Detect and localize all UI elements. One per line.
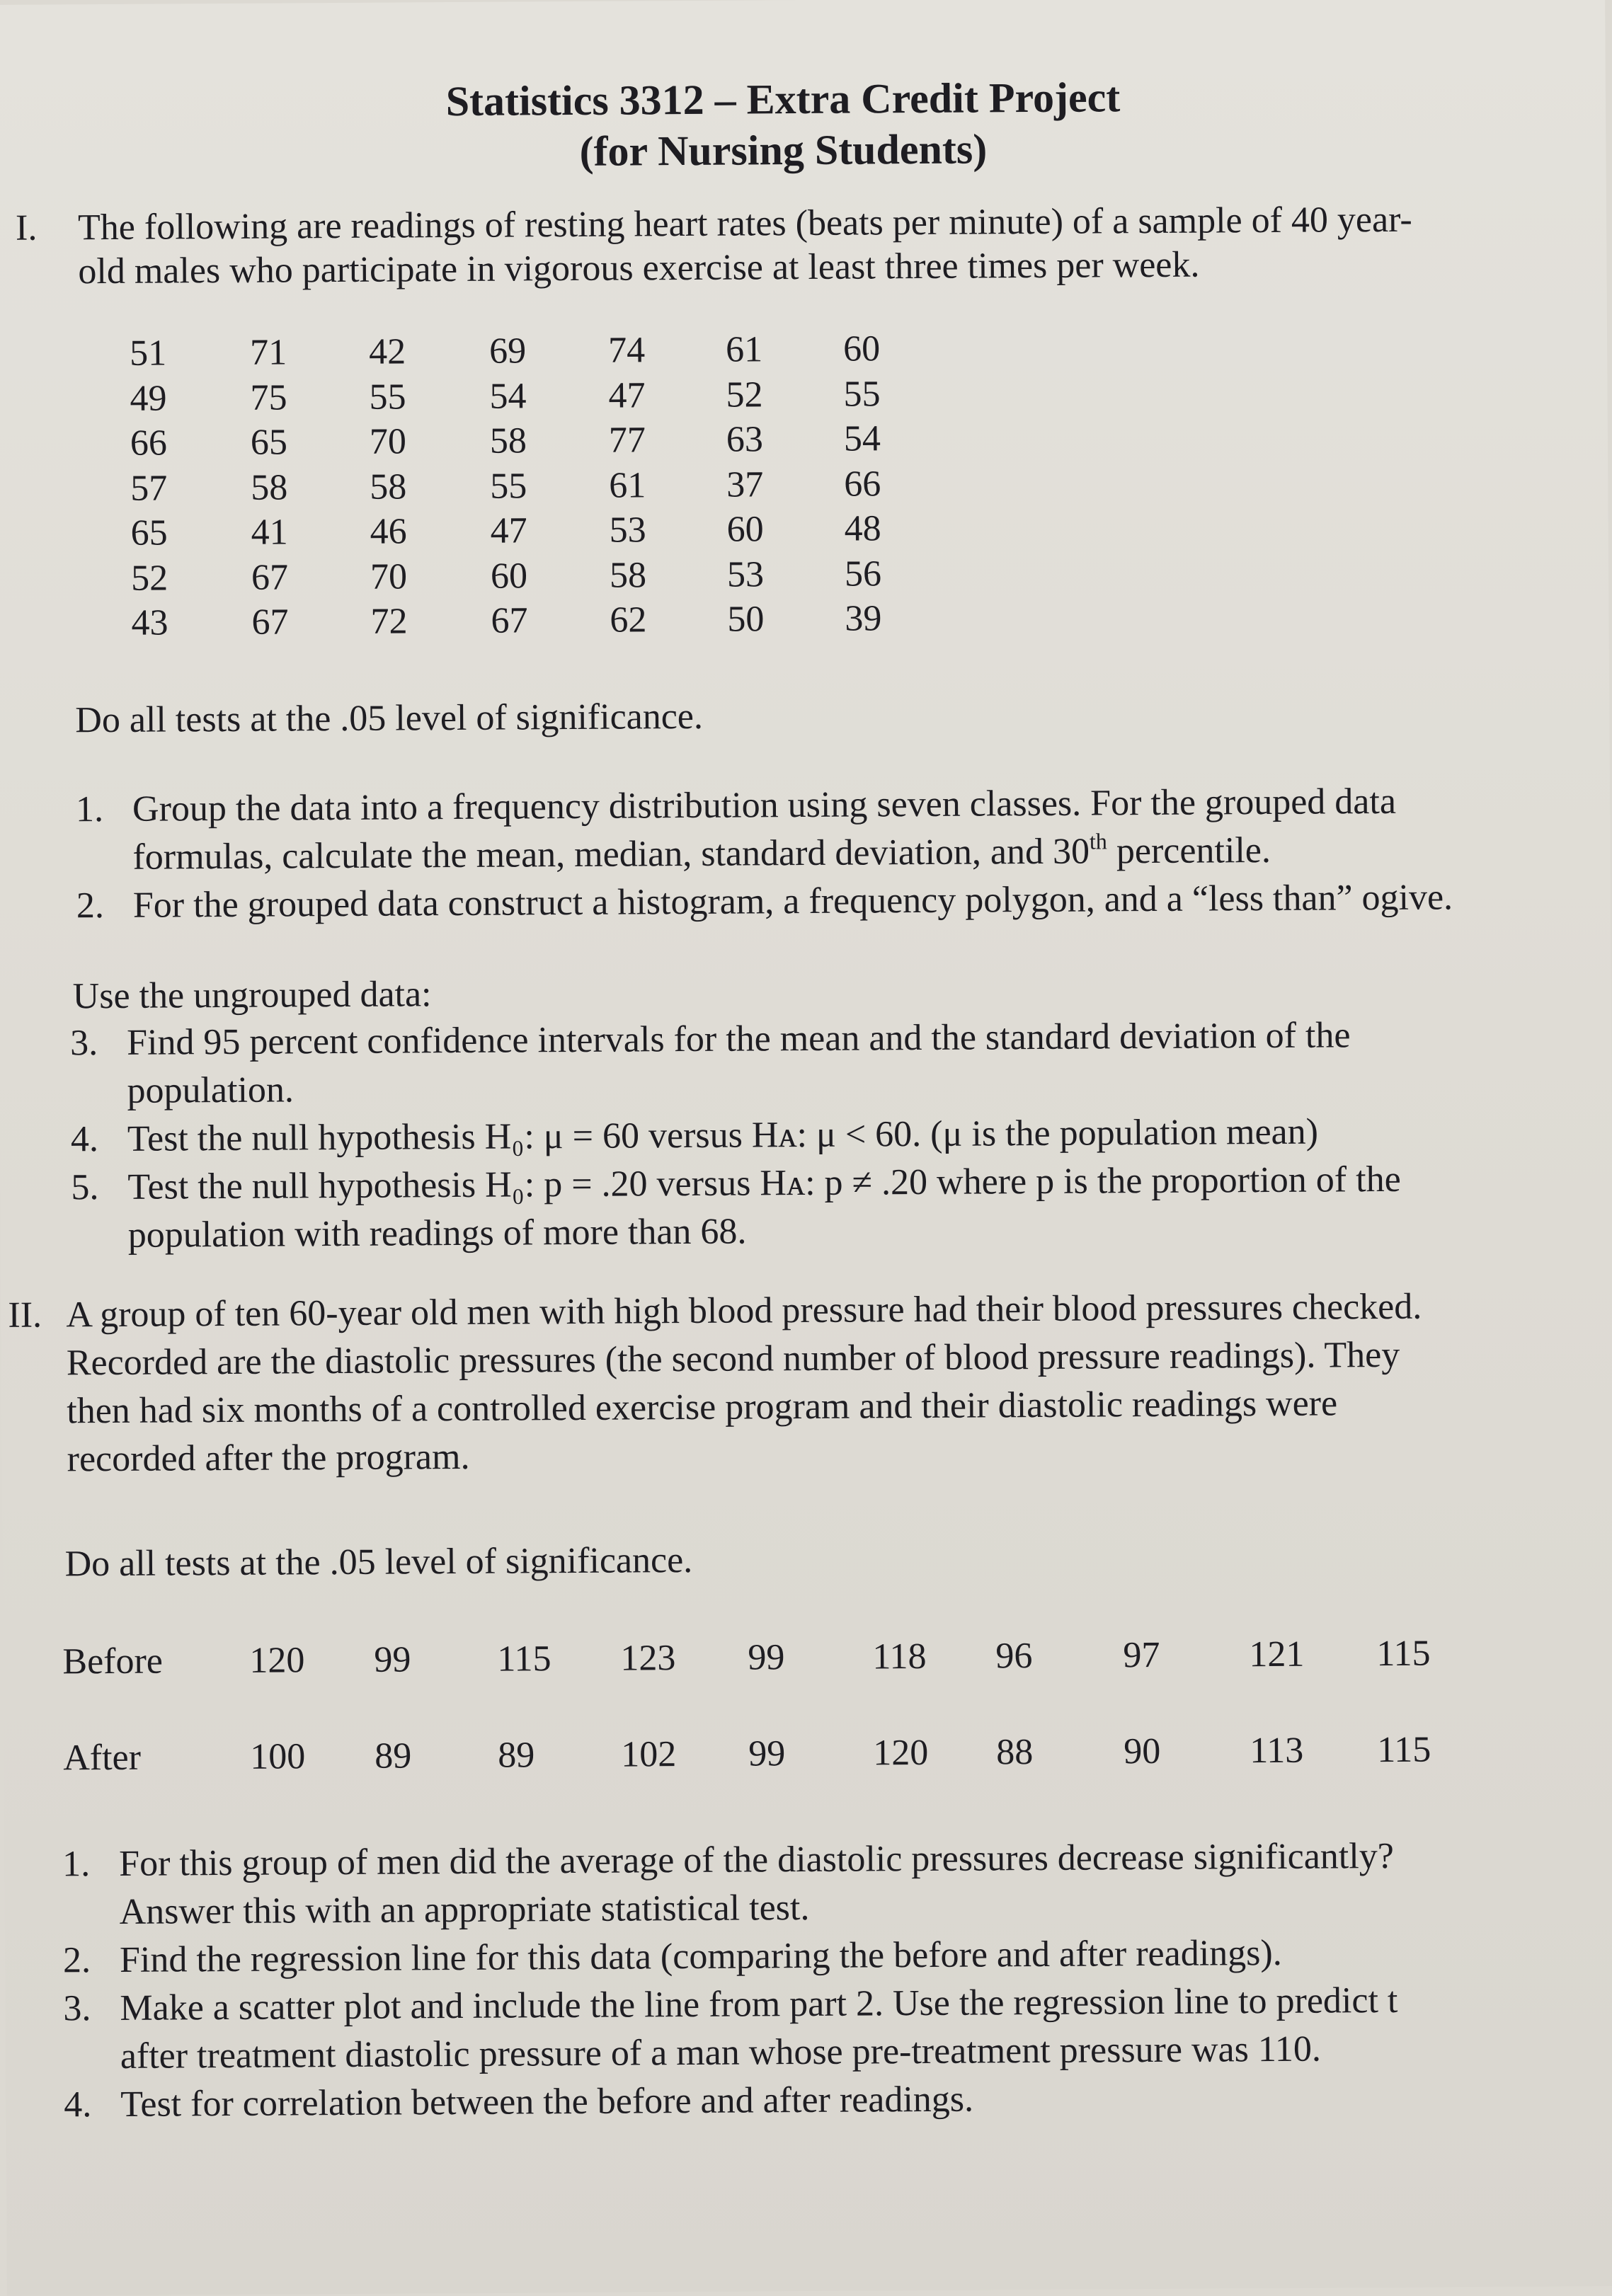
after-readings-row xyxy=(63,1725,1585,1782)
after-value: 88 xyxy=(996,1728,1033,1776)
before-value: 120 xyxy=(249,1636,304,1684)
section-2-question-4 xyxy=(64,2072,1612,2129)
data-cell: 52 xyxy=(726,372,789,418)
data-cell: 50 xyxy=(727,597,791,642)
before-value: 97 xyxy=(1123,1631,1160,1680)
section-2-question-1 xyxy=(62,1831,1612,1936)
after-value: 102 xyxy=(621,1730,676,1779)
data-cell: 75 xyxy=(250,375,314,420)
question-4-text: Test the null hypothesis H₀: μ = 60 versus Hᴀ: μ < 60. (μ is the population mean) xyxy=(127,1106,1600,1164)
after-value: 89 xyxy=(498,1731,535,1779)
section-1-intro-line-2: old males who participate in vigorous exercise at least three times per week. xyxy=(78,239,1593,296)
question-number: 4. xyxy=(71,1115,98,1164)
data-cell: 74 xyxy=(608,328,672,373)
section-1-question-2 xyxy=(76,873,1599,930)
question-3-line-1: Make a scatter plot and include the line from part 2. Use the regression line to predict t xyxy=(120,1975,1612,2033)
data-cell: 66 xyxy=(130,420,194,466)
data-cell: 77 xyxy=(609,418,673,463)
data-cell: 49 xyxy=(130,376,193,421)
section-1-question-3 xyxy=(70,1010,1600,1115)
section-1-intro xyxy=(78,195,1594,296)
question-3-line-1: Find 95 percent confidence intervals for the mean and the standard deviation of the xyxy=(127,1010,1599,1067)
section-1-questions-part-b xyxy=(70,1010,1601,1260)
question-number: 5. xyxy=(71,1164,98,1212)
before-value: 99 xyxy=(374,1636,411,1684)
question-number: 4. xyxy=(64,2081,91,2129)
question-number: 2. xyxy=(76,882,104,930)
data-cell: 54 xyxy=(489,374,553,419)
after-value: 120 xyxy=(873,1729,928,1777)
data-cell: 60 xyxy=(726,507,790,552)
data-cell: 47 xyxy=(490,508,554,553)
section-1-question-1 xyxy=(76,776,1599,882)
data-cell: 43 xyxy=(131,600,195,645)
after-label: After xyxy=(63,1734,141,1783)
section-2-intro-line-2: Recorded are the diastolic pressures (the second number of blood pressure readings). They xyxy=(67,1330,1610,1387)
question-number: 3. xyxy=(63,1985,91,2033)
data-cell: 69 xyxy=(489,328,553,374)
data-cell: 58 xyxy=(370,464,433,510)
question-1-line-2 xyxy=(132,825,1598,882)
data-cell: 41 xyxy=(251,510,315,555)
question-number: 1. xyxy=(62,1840,90,1888)
before-value: 99 xyxy=(748,1634,784,1682)
after-value: 100 xyxy=(250,1733,305,1781)
question-number: 3. xyxy=(70,1019,98,1067)
question-3-line-2: after treatment diastolic pressure of a man whose pre-treatment pressure was 110. xyxy=(120,2024,1612,2081)
before-value: 115 xyxy=(1376,1630,1430,1678)
after-value: 89 xyxy=(375,1732,411,1780)
after-value: 113 xyxy=(1250,1727,1303,1775)
data-cell: 57 xyxy=(130,466,194,511)
title-line-2: (for Nursing Students) xyxy=(0,120,1573,180)
data-cell: 61 xyxy=(726,327,789,372)
data-cell: 55 xyxy=(843,372,907,417)
data-cell: 46 xyxy=(370,509,433,554)
data-cell: 60 xyxy=(843,326,907,372)
data-cell: 55 xyxy=(490,464,554,509)
data-cell: 62 xyxy=(610,597,673,643)
title-line-1: Statistics 3312 – Extra Credit Project xyxy=(0,69,1572,130)
question-2-text: Find the regression line for this data (comparing the before and after readings). xyxy=(120,1927,1612,1985)
after-value: 90 xyxy=(1124,1728,1160,1776)
before-value: 118 xyxy=(872,1633,926,1681)
document-title xyxy=(0,69,1573,180)
data-cell: 53 xyxy=(609,507,673,553)
question-3-line-2: population. xyxy=(127,1058,1599,1115)
data-cell: 42 xyxy=(369,329,433,374)
data-cell: 37 xyxy=(726,462,790,507)
section-1-significance-note: Do all tests at the .05 level of significance. xyxy=(75,693,703,745)
before-readings-row xyxy=(62,1629,1584,1686)
data-cell: 65 xyxy=(131,510,195,556)
data-cell: 39 xyxy=(845,596,908,641)
before-value: 115 xyxy=(497,1635,551,1683)
data-cell: 47 xyxy=(608,373,672,418)
question-1-line-2: Answer this with an appropriate statistical test. xyxy=(119,1879,1612,1936)
question-4-text: Test for correlation between the before and after readings. xyxy=(120,2072,1612,2129)
data-cell: 48 xyxy=(844,506,908,551)
data-cell: 72 xyxy=(370,599,434,644)
data-cell: 65 xyxy=(251,420,314,465)
question-5-line-2: population with readings of more than 68. xyxy=(128,1202,1601,1260)
data-cell: 55 xyxy=(369,374,433,420)
heart-rate-data-table xyxy=(130,331,132,645)
section-2-intro-line-1: A group of ten 60-year old men with high blood pressure had their blood pressures checked. xyxy=(66,1282,1609,1339)
after-value: 115 xyxy=(1377,1726,1431,1774)
ordinal-suffix: th xyxy=(1090,828,1107,854)
data-cell: 53 xyxy=(727,552,791,597)
data-cell: 70 xyxy=(370,554,434,599)
data-cell: 51 xyxy=(130,331,193,376)
section-1-intro-line-1: The following are readings of resting heart rates (beats per minute) of a sample of 40 year- xyxy=(78,195,1593,252)
question-2-text: For the grouped data construct a histogram, a frequency polygon, and a “less than” ogive. xyxy=(133,873,1599,930)
data-cell: 52 xyxy=(131,556,195,601)
question-1-line-2-end: percentile. xyxy=(1107,830,1271,871)
section-2-significance-note: Do all tests at the .05 level of significance. xyxy=(64,1537,692,1588)
question-number: 1. xyxy=(76,786,103,834)
data-cell: 70 xyxy=(370,419,433,464)
data-cell: 58 xyxy=(490,418,554,464)
section-2-question-3 xyxy=(63,1975,1612,2081)
question-5-line-1: Test the null hypothesis H₀: p = .20 versus Hᴀ: p ≠ .20 where p is the proportion of the xyxy=(127,1154,1600,1212)
section-2-intro xyxy=(66,1282,1611,1483)
data-cell: 67 xyxy=(491,598,554,643)
data-cell: 63 xyxy=(726,417,790,462)
before-value: 96 xyxy=(995,1632,1032,1680)
data-cell: 58 xyxy=(610,553,673,598)
data-cell: 67 xyxy=(251,599,315,645)
data-cell: 71 xyxy=(250,330,314,375)
data-cell: 56 xyxy=(845,551,908,597)
section-2-intro-line-4: recorded after the program. xyxy=(67,1426,1610,1483)
data-cell: 60 xyxy=(491,553,554,599)
section-2-questions xyxy=(62,1831,1612,2129)
before-value: 121 xyxy=(1249,1631,1304,1679)
question-1-line-2-text: formulas, calculate the mean, median, standard deviation, and 30 xyxy=(132,832,1090,878)
data-cell: 67 xyxy=(251,555,315,600)
section-1-questions-part-a xyxy=(76,776,1599,930)
data-cell: 66 xyxy=(844,461,908,507)
ungrouped-data-label: Use the ungrouped data: xyxy=(72,970,431,1021)
after-value: 99 xyxy=(748,1730,785,1778)
section-2-intro-line-3: then had six months of a controlled exercise program and their diastolic readings were xyxy=(67,1378,1610,1435)
question-number: 2. xyxy=(63,1936,91,1985)
data-cell: 58 xyxy=(251,465,314,510)
question-1-line-1: Group the data into a frequency distribution using seven classes. For the grouped data xyxy=(132,776,1598,834)
question-1-line-1: For this group of men did the average of the diastolic pressures decrease significantly? xyxy=(119,1831,1612,1888)
data-cell: 54 xyxy=(844,416,908,461)
section-1-numeral: I. xyxy=(16,205,38,253)
section-2-numeral: II. xyxy=(8,1292,42,1340)
data-cell: 61 xyxy=(609,463,673,508)
section-1-question-5 xyxy=(71,1154,1601,1260)
before-value: 123 xyxy=(620,1634,675,1682)
before-label: Before xyxy=(62,1638,163,1687)
